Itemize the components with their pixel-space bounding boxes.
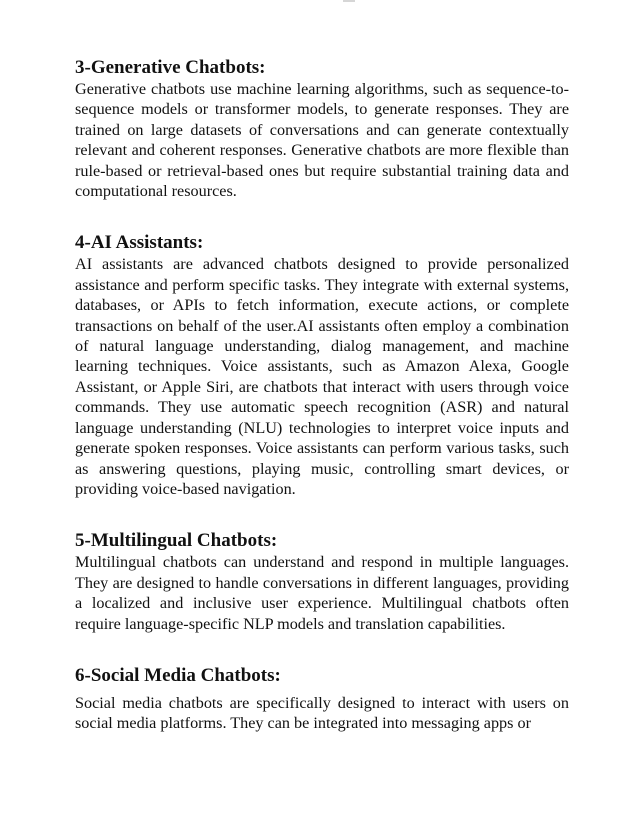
- section-heading: 6-Social Media Chatbots:: [75, 664, 281, 686]
- section-ai-assistants: [75, 231, 569, 499]
- section-paragraph: AI assistants are advanced chatbots designed to provide personalized assistance and perform specific tasks. They integrate with external systems, databases, or APIs to fetch information, execute actions, or complete transactions on behalf of the user.AI assistants often employ a combination of natural language understanding, dialog management, and machine learning techniques. Voice assistants, such as Amazon Alexa, Google Assistant, or Apple Siri, are chatbots that interact with users through voice commands. They use automatic speech recognition (ASR) and natural language understanding (NLU) technologies to interpret voice inputs and generate spoken responses. Voice assistants can perform various tasks, such as answering questions, playing music, controlling smart devices, or providing voice-based navigation.: [75, 255, 569, 498]
- section-paragraph: Generative chatbots use machine learning algorithms, such as sequence-to-sequence models or transformer models, to generate responses. They are trained on large datasets of conversations and can generate contextually relevant and coherent responses. Generative chatbots are more flexible than rule-based or retrieval-based ones but require substantial training data and computational resources.: [75, 80, 569, 201]
- section-heading: 4-AI Assistants:: [75, 232, 204, 254]
- section-generative-chatbots: [75, 56, 569, 201]
- document-page: [75, 56, 569, 734]
- section-paragraph: Social media chatbots are specifically designed to interact with users on social media platforms. They can be integrated into messaging apps or: [75, 693, 569, 733]
- section-heading: 5-Multilingual Chatbots:: [75, 530, 278, 552]
- section-heading: 3-Generative Chatbots:: [75, 57, 266, 78]
- section-multilingual-chatbots: [75, 529, 569, 634]
- page-top-mark: [343, 0, 355, 2]
- section-paragraph: Multilingual chatbots can understand and respond in multiple languages. They are designed to handle conversations in different languages, providing a localized and inclusive user experience. Multilingual chatbots often require language-specific NLP models and translation capabilities.: [75, 553, 569, 633]
- section-social-media-chatbots: [75, 664, 569, 734]
